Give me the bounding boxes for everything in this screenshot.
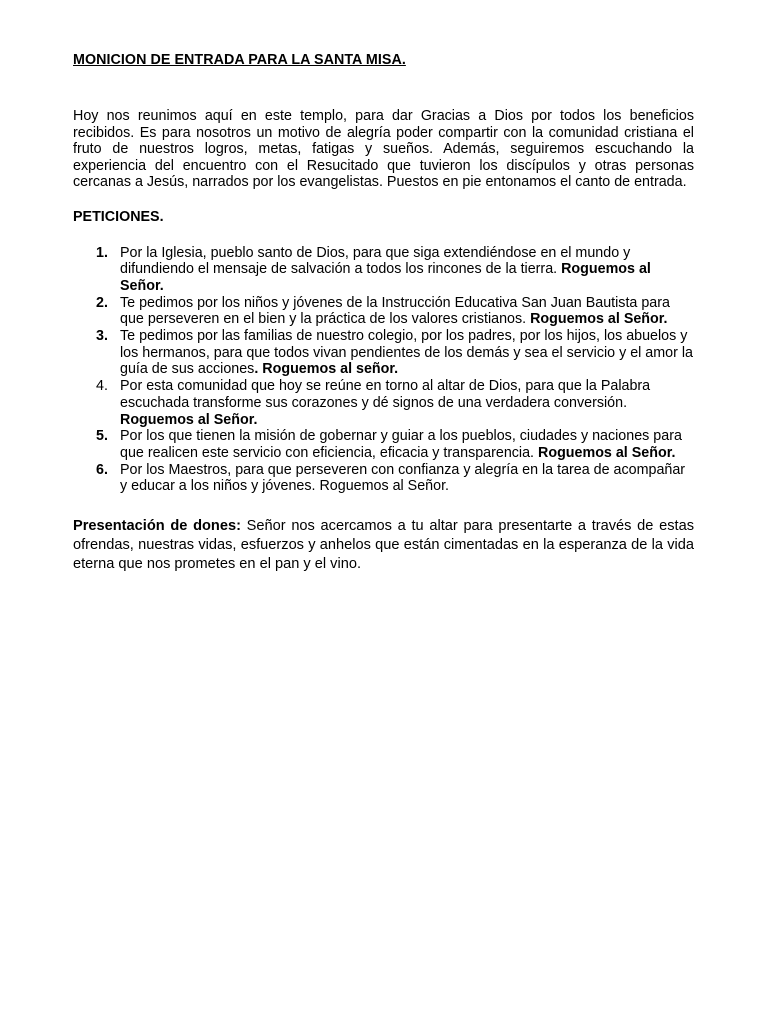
dones-text: Señor nos acercamos a tu altar para presentarte a través de estas ofrendas, nuestras vidas, esfuerzos y anhelos que están cimentadas en la esperanza de la vida eterna que nos prometes en el pan y el vino. [73,518,694,573]
petition-number: 3. [96,328,108,345]
document-title: MONICION DE ENTRADA PARA LA SANTA MISA. [73,52,406,68]
petition-text: Por los Maestros, para que perseveren con confianza y alegría en la tarea de acompañar y educar a los niños y jóvenes. Roguemos al Señor. [120,461,686,495]
petition-item [73,378,694,428]
petition-item [73,295,694,328]
petition-response: Roguemos al Señor. [120,261,651,294]
petition-text: Por la Iglesia, pueblo santo de Dios, para que siga extendiéndose en el mundo y difundiendo el mensaje de salvación a todos los rincones de la tierra. [120,244,631,278]
peticiones-heading: PETICIONES. [73,208,164,225]
dones-paragraph [73,517,694,574]
petition-number: 6. [96,461,108,478]
dones-label: Presentación de dones: [73,518,241,535]
petition-text: Te pedimos por los niños y jóvenes de la Instrucción Educativa San Juan Bautista para que perseveren en el bien y la práctica de los valores cristianos. [120,294,670,328]
petitions-list [73,245,694,496]
petition-item [73,328,694,378]
petition-item [73,462,694,495]
petition-text: Te pedimos por las familias de nuestro colegio, por los padres, por los hijos, los abuelos y los hermanos, para que todos vivan pendientes de los demás y sea el servicio y el amor la guía de sus acciones [120,328,693,378]
petition-number: 2. [96,294,108,311]
petition-response: Roguemos al Señor. [120,411,258,428]
petition-text: Por esta comunidad que hoy se reúne en torno al altar de Dios, para que la Palabra escuchada transforme sus corazones y dé signos de una verdadera conversión. [120,378,651,411]
petition-response: Roguemos al Señor. [538,444,676,461]
petition-number: 5. [96,428,108,445]
petition-text: Por los que tienen la misión de gobernar y guiar a los pueblos, ciudades y naciones para que realicen este servicio con eficiencia, eficacia y transparencia. [120,428,682,461]
petition-item [73,245,694,295]
petition-number: 4. [96,378,108,395]
petition-number: 1. [96,244,108,261]
document-page [73,50,694,574]
petition-response: . Roguemos al señor. [254,361,399,378]
petition-response: Roguemos al Señor. [530,311,668,328]
intro-paragraph: Hoy nos reunimos aquí en este templo, para dar Gracias a Dios por todos los beneficios recibidos. Es para nosotros un motivo de alegría poder compartir con la comunidad cristiana el fruto de nuestros logros, metas, fatigas y sueños. Además, seguiremos escuchando la experiencia del encuentro con el Resucitado que tuvieron los discípulos y otras personas cercanas a Jesús, narrados por los evangelistas. Puestos en pie entonamos el canto de entrada. [73,108,694,190]
petition-item [73,428,694,461]
